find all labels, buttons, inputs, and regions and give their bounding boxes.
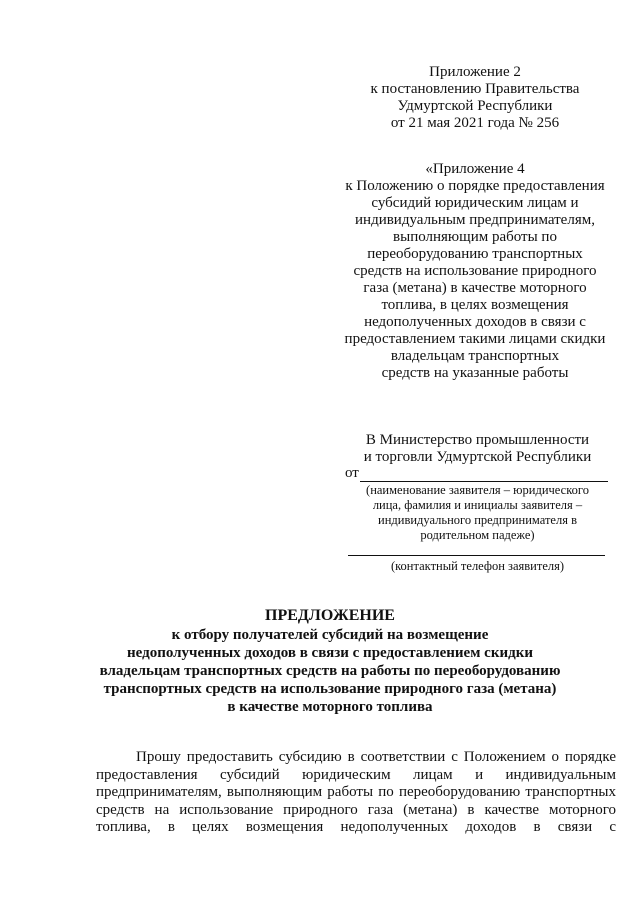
proposal-heading [60,607,600,716]
recipient-line: В Министерство промышленности [365,432,590,448]
heading-line: владельцам транспортных средств на работы по переоборудованию [99,663,561,679]
appendix-4-line: средств на использование природного [353,263,597,279]
proposal-title: ПРЕДЛОЖЕНИЕ [265,607,395,624]
appendix-2-line: от 21 мая 2021 года № 256 [390,115,560,131]
applicant-name-caption [345,483,610,543]
appendix-4-line: выполняющим работы по [393,229,557,245]
appendix-4-line: индивидуальным предпринимателям, [355,212,595,228]
body-line: предоставления субсидий юридическим лицам и индивидуальным [96,766,616,783]
phone-caption: (контактный телефон заявителя) [390,559,565,573]
appendix-2-line: Приложение 2 [429,64,521,80]
appendix-4-line: недополученных доходов в связи с [364,314,586,330]
appendix-4-line: переоборудованию транспортных [367,246,583,262]
appendix-2-line: Удмуртской Республики [397,98,553,114]
appendix-4-line: предоставлением такими лицами скидки [344,331,606,347]
caption-line: (наименование заявителя – юридического [366,483,589,497]
appendix-4-line: газа (метана) в качестве моторного [363,280,587,296]
appendix-4-line: субсидий юридическим лицам и [371,195,579,211]
caption-line: лица, фамилия и инициалы заявителя – [372,498,583,512]
body-line: Прошу предоставить субсидию в соответствии с Положением о порядке [136,749,616,765]
appendix-4-line: «Приложение 4 [425,161,525,177]
caption-line: индивидуального предпринимателя в [378,513,577,527]
heading-line: к отбору получателей субсидий на возмещение [171,627,489,643]
phone-field-underline[interactable] [348,555,605,556]
applicant-name-underline [360,481,608,482]
appendix-4-line: средств на указанные работы [381,365,569,381]
appendix-2-reference [340,64,610,132]
heading-line: транспортных средств на использование природного газа (метана) [103,681,557,697]
appendix-4-line: к Положению о порядке предоставления [345,178,605,194]
body-line: предпринимателям, выполняющим работы по переоборудованию транспортных [96,784,616,800]
body-line: средств на использование природного газа (метана) в качестве моторного [96,801,616,818]
heading-line: в качестве моторного топлива [227,699,433,715]
caption-line: родительном падеже) [420,528,535,542]
from-label: от [345,465,359,481]
body-paragraph [96,749,616,837]
recipient-block [345,432,610,466]
body-line: топлива, в целях возмещения недополученных доходов в связи с [96,819,616,835]
recipient-line: и торговли Удмуртской Республики [363,449,592,465]
appendix-4-reference [335,161,615,382]
heading-line: недополученных доходов в связи с предоставлением скидки [127,645,533,661]
applicant-name-field[interactable] [345,465,608,483]
appendix-2-line: к постановлению Правительства [370,81,580,97]
appendix-4-line: топлива, в целях возмещения [381,297,569,313]
appendix-4-line: владельцам транспортных [390,348,560,364]
